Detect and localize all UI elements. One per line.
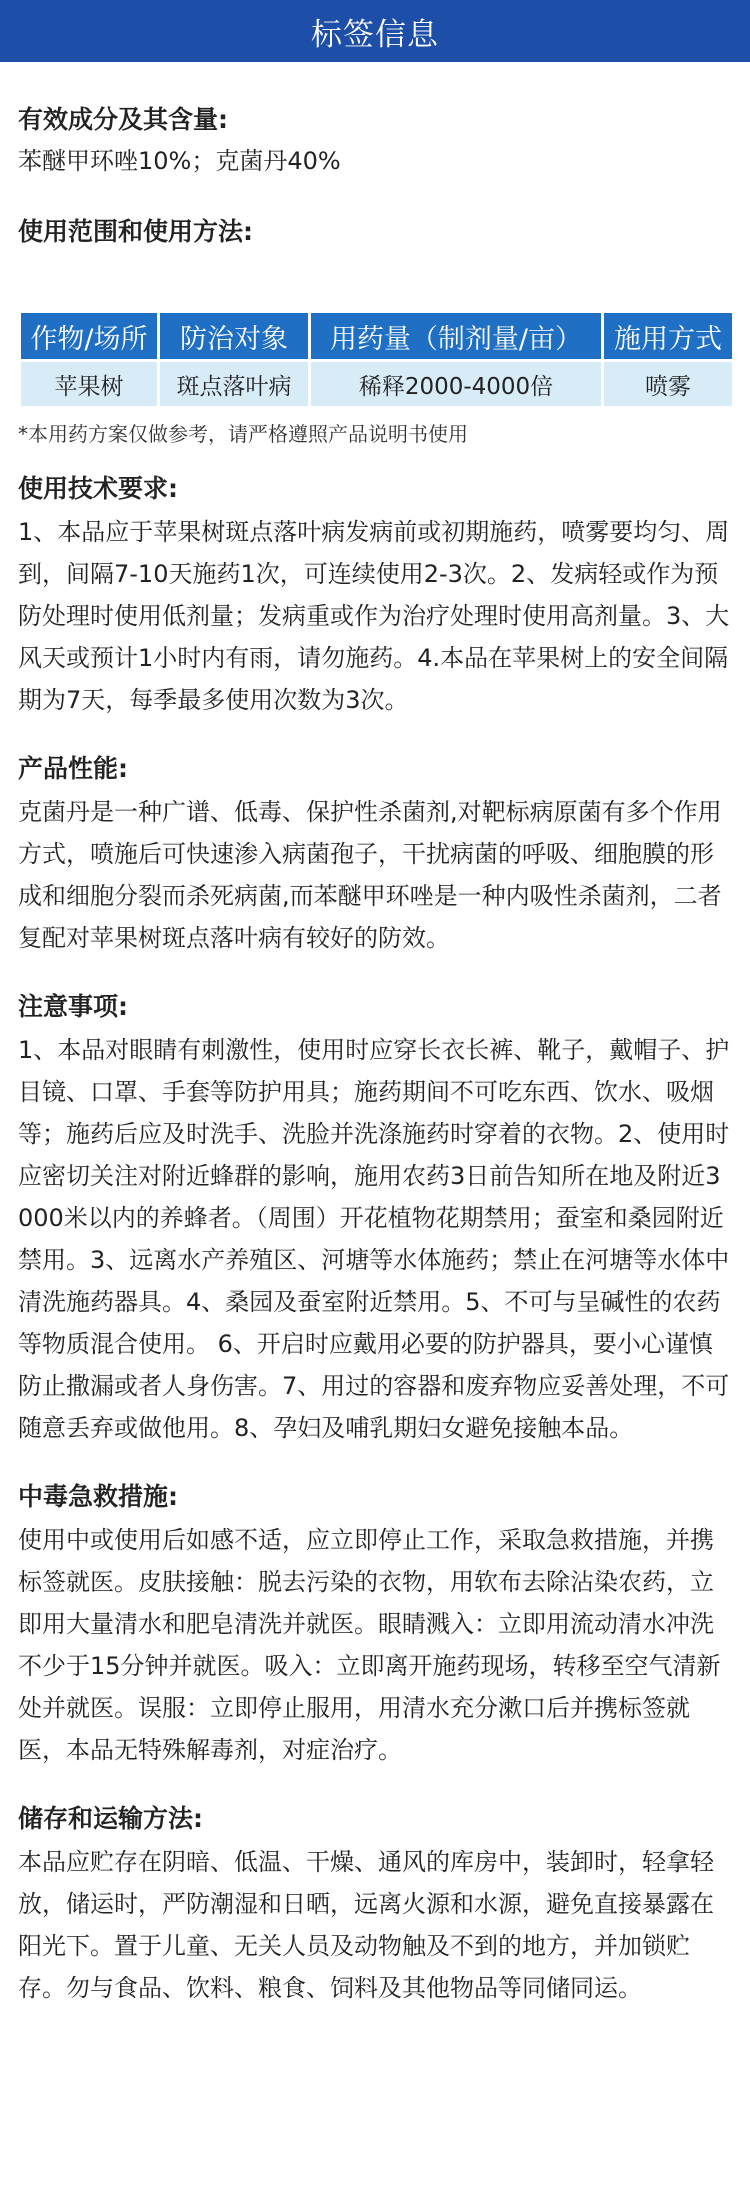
performance-title: 产品性能: <box>18 754 128 783</box>
table-row <box>21 362 732 406</box>
label-content <box>0 62 750 2009</box>
caution-title: 注意事项: <box>18 992 128 1021</box>
usage-table-wrap <box>18 310 732 409</box>
usage-table-header-dosage: 用药量（制剂量/亩） <box>311 313 601 359</box>
performance-section <box>18 751 732 959</box>
performance-text: 克菌丹是一种广谱、低毒、保护性杀菌剂,对靶标病原菌有多个作用方式，喷施后可快速渗入病菌孢子，干扰病菌的呼吸、细胞膜的形成和细胞分裂而杀死病菌,而苯醚甲环唑是一种内吸性杀菌剂，二者复配对苹果树斑点落叶病有较好的防效。 <box>18 798 722 952</box>
ingredients-text: 苯醚甲环唑10%；克菌丹40% <box>18 147 341 175</box>
ingredients-title: 有效成分及其含量: <box>18 105 228 134</box>
usage-table-header-row <box>21 313 732 359</box>
caution-section <box>18 989 732 1449</box>
storage-title: 储存和运输方法: <box>18 1804 203 1833</box>
usage-table-cell-target: 斑点落叶病 <box>160 362 308 406</box>
usage-table-header-crop: 作物/场所 <box>21 313 157 359</box>
tech-title: 使用技术要求: <box>18 474 178 503</box>
scope-title: 使用范围和使用方法: <box>18 217 253 246</box>
page-title: 标签信息 <box>311 16 439 53</box>
storage-text: 本品应贮存在阴暗、低温、干燥、通风的库房中，装卸时，轻拿轻放，储运时，严防潮湿和日晒，远离火源和水源，避免直接暴露在阳光下。置于儿童、无关人员及动物触及不到的地方，并加锁贮存。勿与食品、饮料、粮食、饲料及其他物品等同储同运。 <box>18 1848 714 2002</box>
usage-table-cell-method: 喷雾 <box>604 362 732 406</box>
usage-disclaimer: *本用药方案仅做参考，请严格遵照产品说明书使用 <box>18 422 468 446</box>
tech-text: 1、本品应于苹果树斑点落叶病发病前或初期施药，喷雾要均匀、周到，间隔7-10天施药1次，可连续使用2-3次。2、发病轻或作为预防处理时使用低剂量；发病重或作为治疗处理时使用高剂量。3、大风天或预计1小时内有雨，请勿施药。4.本品在苹果树上的安全间隔期为7天，每季最多使用次数为3次。 <box>18 518 730 714</box>
ingredients-section <box>18 62 732 182</box>
usage-table-header-target: 防治对象 <box>160 313 308 359</box>
first-aid-text: 使用中或使用后如感不适，应立即停止工作，采取急救措施，并携标签就医。皮肤接触：脱去污染的衣物，用软布去除沾染农药，立即用大量清水和肥皂清洗并就医。眼睛溅入：立即用流动清水冲洗不少于15分钟并就医。吸入：立即离开施药现场，转移至空气清新处并就医。误服：立即停止服用，用清水充分漱口后并携标签就医，本品无特殊解毒剂，对症治疗。 <box>18 1526 721 1764</box>
first-aid-section <box>18 1479 732 1771</box>
usage-table-header-method: 施用方式 <box>604 313 732 359</box>
storage-section <box>18 1801 732 2009</box>
usage-table-cell-crop: 苹果树 <box>21 362 157 406</box>
usage-table-cell-dosage: 稀释2000-4000倍 <box>311 362 601 406</box>
first-aid-title: 中毒急救措施: <box>18 1482 178 1511</box>
scope-section <box>18 214 732 250</box>
tech-section <box>18 471 732 721</box>
caution-text: 1、本品对眼睛有刺激性，使用时应穿长衣长裤、靴子，戴帽子、护目镜、口罩、手套等防护用具；施药期间不可吃东西、饮水、吸烟等；施药后应及时洗手、洗脸并洗涤施药时穿着的衣物。2、使用时应密切关注对附近蜂群的影响，施用农药3日前告知所在地及附近3000米以内的养蜂者。（周围）开花植物花期禁用；蚕室和桑园附近禁用。3、远离水产养殖区、河塘等水体施药；禁止在河塘等水体中清洗施药器具。4、桑园及蚕室附近禁用。5、不可与呈碱性的农药等物质混合使用。 6、开启时应戴用必要的防护器具，要小心谨慎防止撒漏或者人身伤害。7、用过的容器和废弃物应妥善处理，不可随意丢弃或做他用。8、孕妇及哺乳期妇女避免接触本品。 <box>18 1036 730 1442</box>
page-header <box>0 0 750 62</box>
usage-table <box>18 310 735 409</box>
